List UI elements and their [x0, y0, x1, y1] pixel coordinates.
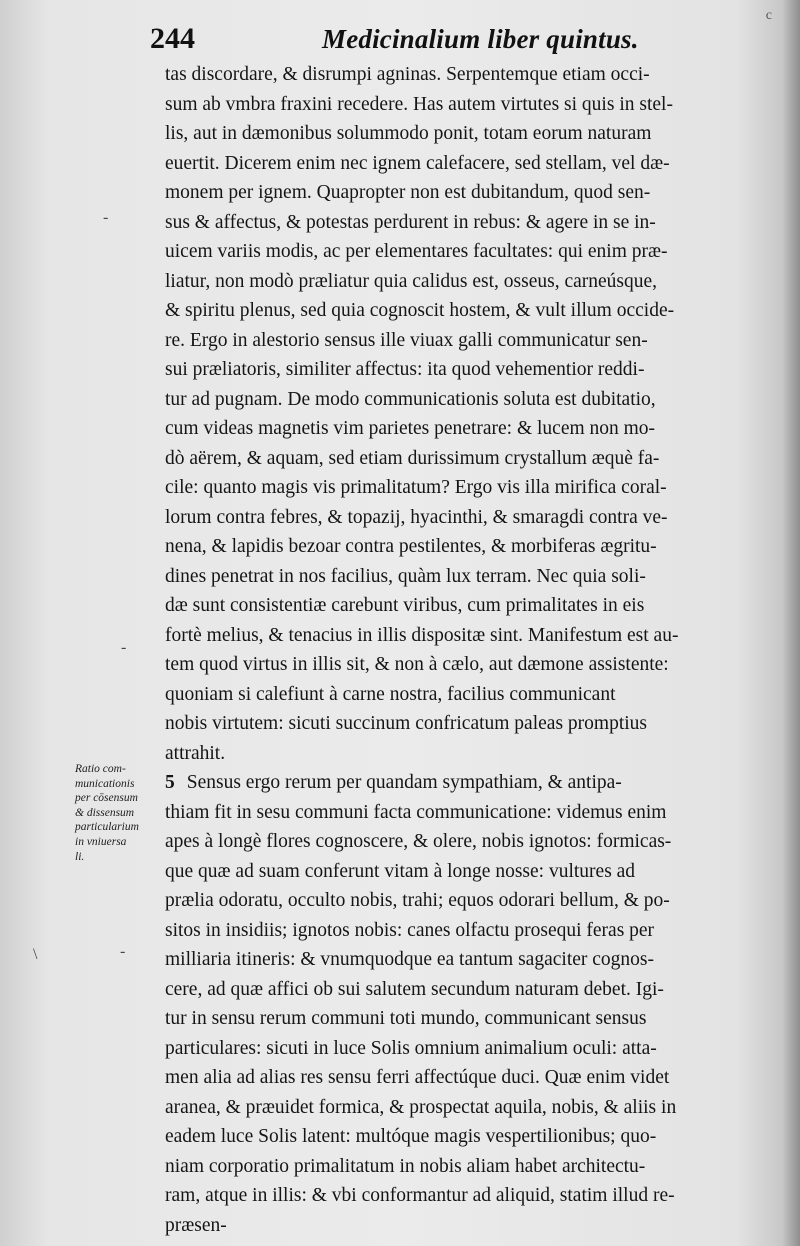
text-line: & spiritu plenus, sed quia cognoscit hostem, & vult illum occide-	[165, 300, 675, 321]
text-line: Sensus ergo rerum per quandam sympathiam, & antipa-	[186, 772, 622, 793]
stray-dot-mark-icon: \	[33, 946, 38, 963]
text-line: sui præliatoris, similiter affectus: ita quod vehementior reddi-	[165, 359, 645, 380]
text-line: ram, atque in illis: & vbi conformantur ad aliquid, statim illud re-	[165, 1185, 675, 1206]
text-line: præsen-	[165, 1214, 227, 1236]
text-line: liatur, non modò præliatur quia calidus est, osseus, carneúsque,	[165, 270, 658, 292]
stray-dash-mark-icon: -	[121, 639, 127, 656]
text-line: dæ sunt consistentiæ carebunt viribus, cum primalitates in eis	[165, 595, 645, 616]
text-line: fortè melius, & tenacius in illis dispositæ sint. Manifestum est au-	[165, 624, 679, 646]
text-line: nena, & lapidis bezoar contra pestilentes, & morbiferas ægritu-	[165, 536, 657, 557]
text-line: men alia ad alias res sensu ferri affectúque duci. Quæ enim videt	[165, 1067, 670, 1088]
page-number: 244	[150, 22, 195, 55]
text-line: tas discordare, & disrumpi agninas. Serpentemque etiam occi-	[165, 64, 650, 85]
text-line: thiam fit in sesu communi facta communicatione: videmus enim	[165, 801, 667, 823]
text-line: sitos in insidiis; ignotos nobis: canes olfactu prosequi feras per	[165, 919, 655, 941]
stray-dash-mark-icon: -	[103, 209, 109, 226]
text-line: re. Ergo in alestorio sensus ille viuax galli communicatur sen-	[165, 329, 648, 351]
text-line: niam corporatio primalitatum in nobis aliam habet architectu-	[165, 1155, 646, 1177]
marginal-note-line: & dissensum	[75, 806, 135, 819]
marginal-note	[75, 762, 165, 864]
text-line: sus & affectus, & potestas perdurent in rebus: & agere in se in-	[165, 211, 656, 233]
text-line: sum ab vmbra fraxini recedere. Has autem virtutes si quis in stel-	[165, 93, 673, 115]
text-line: lis, aut in dæmonibus solummodo ponit, totam eorum naturam	[165, 123, 652, 144]
marginal-note-line: per cōsensum	[75, 792, 138, 805]
text-line: dò aërem, & aquam, sed etiam durissimum crystallum æquè fa-	[165, 447, 660, 469]
text-line: tem quod virtus in illis sit, & non à cælo, aut dæmone assistente:	[165, 654, 669, 675]
text-line: apes à longè flores cognoscere, & olere, nobis ignotos: formicas-	[165, 831, 672, 852]
text-line: milliaria itineris: & vnumquodque ea tantum sagaciter cognos-	[165, 949, 654, 970]
text-line: aranea, & præuidet formica, & prospectat aquila, nobis, & aliis in	[165, 1096, 677, 1118]
text-line: eadem luce Solis latent: multóque magis vespertilionibus; quo-	[165, 1126, 657, 1147]
text-line: quoniam si calefiunt à carne nostra, facilius communicant	[165, 683, 616, 705]
text-line: cile: quanto magis vis primalitatum? Ergo vis illa mirifica coral-	[165, 477, 667, 498]
marginal-note-line: in vniuersa	[75, 835, 127, 848]
running-head: Medicinalium liber quintus.	[322, 24, 639, 54]
text-line: euertit. Dicerem enim nec ignem calefacere, sed stellam, vel dæ-	[165, 152, 670, 174]
text-line: cum videas magnetis vim parietes penetrare: & lucem non mo-	[165, 418, 656, 439]
text-line: monem per ignem. Quapropter non est dubitandum, quod sen-	[165, 182, 651, 203]
text-line: lorum contra febres, & topazij, hyacinthi, & smaragdi contra ve-	[165, 506, 668, 528]
text-line: tur in sensu rerum communi toti mundo, communicant sensus	[165, 1008, 647, 1029]
main-text-block	[165, 60, 790, 1240]
section-first-line	[165, 768, 790, 798]
text-line: cere, ad quæ affici ob sui salutem secundum naturam debet. Igi-	[165, 978, 664, 1000]
section-number: 5	[165, 772, 175, 793]
text-line: tur ad pugnam. De modo communicationis soluta est dubitatio,	[165, 388, 656, 410]
text-line: que quæ ad suam conferunt vitam à longe nosse: vultures ad	[165, 860, 636, 882]
text-line: dines penetrat in nos facilius, quàm lux terram. Nec quia soli-	[165, 565, 646, 587]
corner-mark: c	[765, 8, 772, 23]
text-line: uicem variis modis, ac per elementares facultates: qui enim præ-	[165, 241, 668, 262]
text-line: nobis virtutem: sicuti succinum confricatum paleas promptius	[165, 713, 647, 734]
text-line: attrahit.	[165, 742, 226, 764]
marginal-note-line: li.	[75, 850, 85, 863]
marginal-note-line: Ratio com-	[75, 763, 126, 775]
marginal-note-line: particularium	[75, 821, 139, 834]
marginal-note-line: municationis	[75, 777, 135, 790]
text-line: particulares: sicuti in luce Solis omnium animalium oculi: atta-	[165, 1037, 657, 1059]
text-line: prælia odoratu, occulto nobis, trahi; equos odorari bellum, & po-	[165, 890, 670, 911]
stray-dash-mark-icon: -	[120, 943, 126, 960]
